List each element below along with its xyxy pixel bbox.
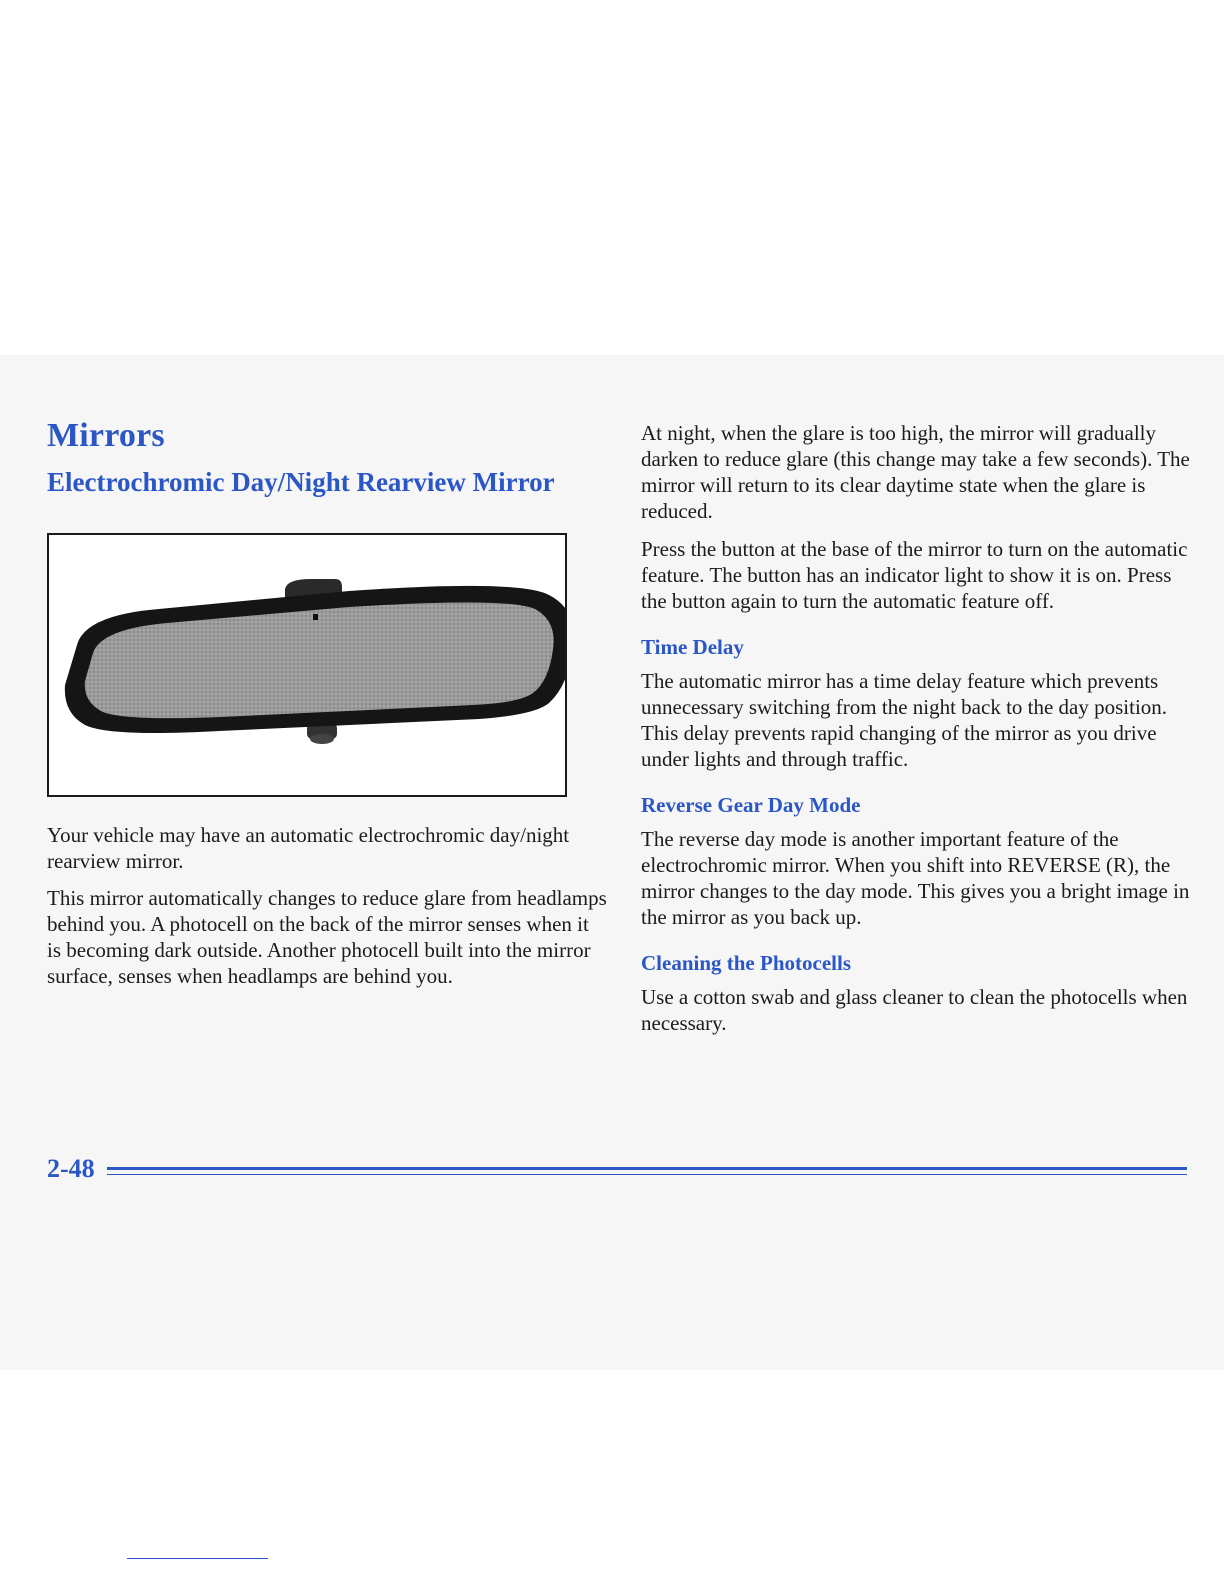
reverse-gear-heading: Reverse Gear Day Mode (641, 793, 861, 817)
mirror-drawing (49, 535, 565, 795)
cleaning-body: Use a cotton swab and glass cleaner to clean the photocells when necessary. (641, 985, 1188, 1035)
footer-rule (107, 1167, 1187, 1170)
time-delay-heading: Time Delay (641, 635, 744, 659)
photocell-paragraph: This mirror automatically changes to reduce glare from headlamps behind you. A photocell on the back of the mirror senses when it is becoming dark outside. Another photocell built into the mirror surface, senses when headlamps are behind you. (47, 886, 607, 988)
reverse-gear-body: The reverse day mode is another important feature of the electrochromic mirror. When you shift into REVERSE (R), the mirror changes to the day mode. This gives you a bright image in the mirror as you back up. (641, 827, 1190, 929)
intro-paragraph: Your vehicle may have an automatic electrochromic day/night rearview mirror. (47, 823, 570, 873)
night-glare-paragraph: At night, when the glare is too high, the mirror will gradually darken to reduce glare (this change may take a few seconds). The mirror will return to its clear daytime state when the glare is reduced. (641, 421, 1190, 523)
left-column (47, 412, 607, 502)
page-number: 2-48 (47, 1154, 95, 1183)
time-delay-body: The automatic mirror has a time delay feature which prevents unnecessary switching from the night back to the day position. This delay prevents rapid changing of the mirror as you drive under lights and through traffic. (641, 669, 1168, 771)
left-body (47, 822, 607, 989)
button-paragraph: Press the button at the base of the mirror to turn on the automatic feature. The button has an indicator light to show it is on. Press the button again to turn the automatic feature off. (641, 537, 1188, 613)
section-title: Electrochromic Day/Night Rearview Mirror (47, 467, 555, 497)
cleaning-heading: Cleaning the Photocells (641, 951, 851, 975)
page-footer (47, 1150, 1187, 1190)
rearview-mirror-illustration (47, 533, 567, 797)
right-column (641, 420, 1196, 1036)
footer-rule-thin (107, 1174, 1187, 1175)
bottom-divider (127, 1558, 268, 1559)
page-title: Mirrors (47, 417, 165, 454)
